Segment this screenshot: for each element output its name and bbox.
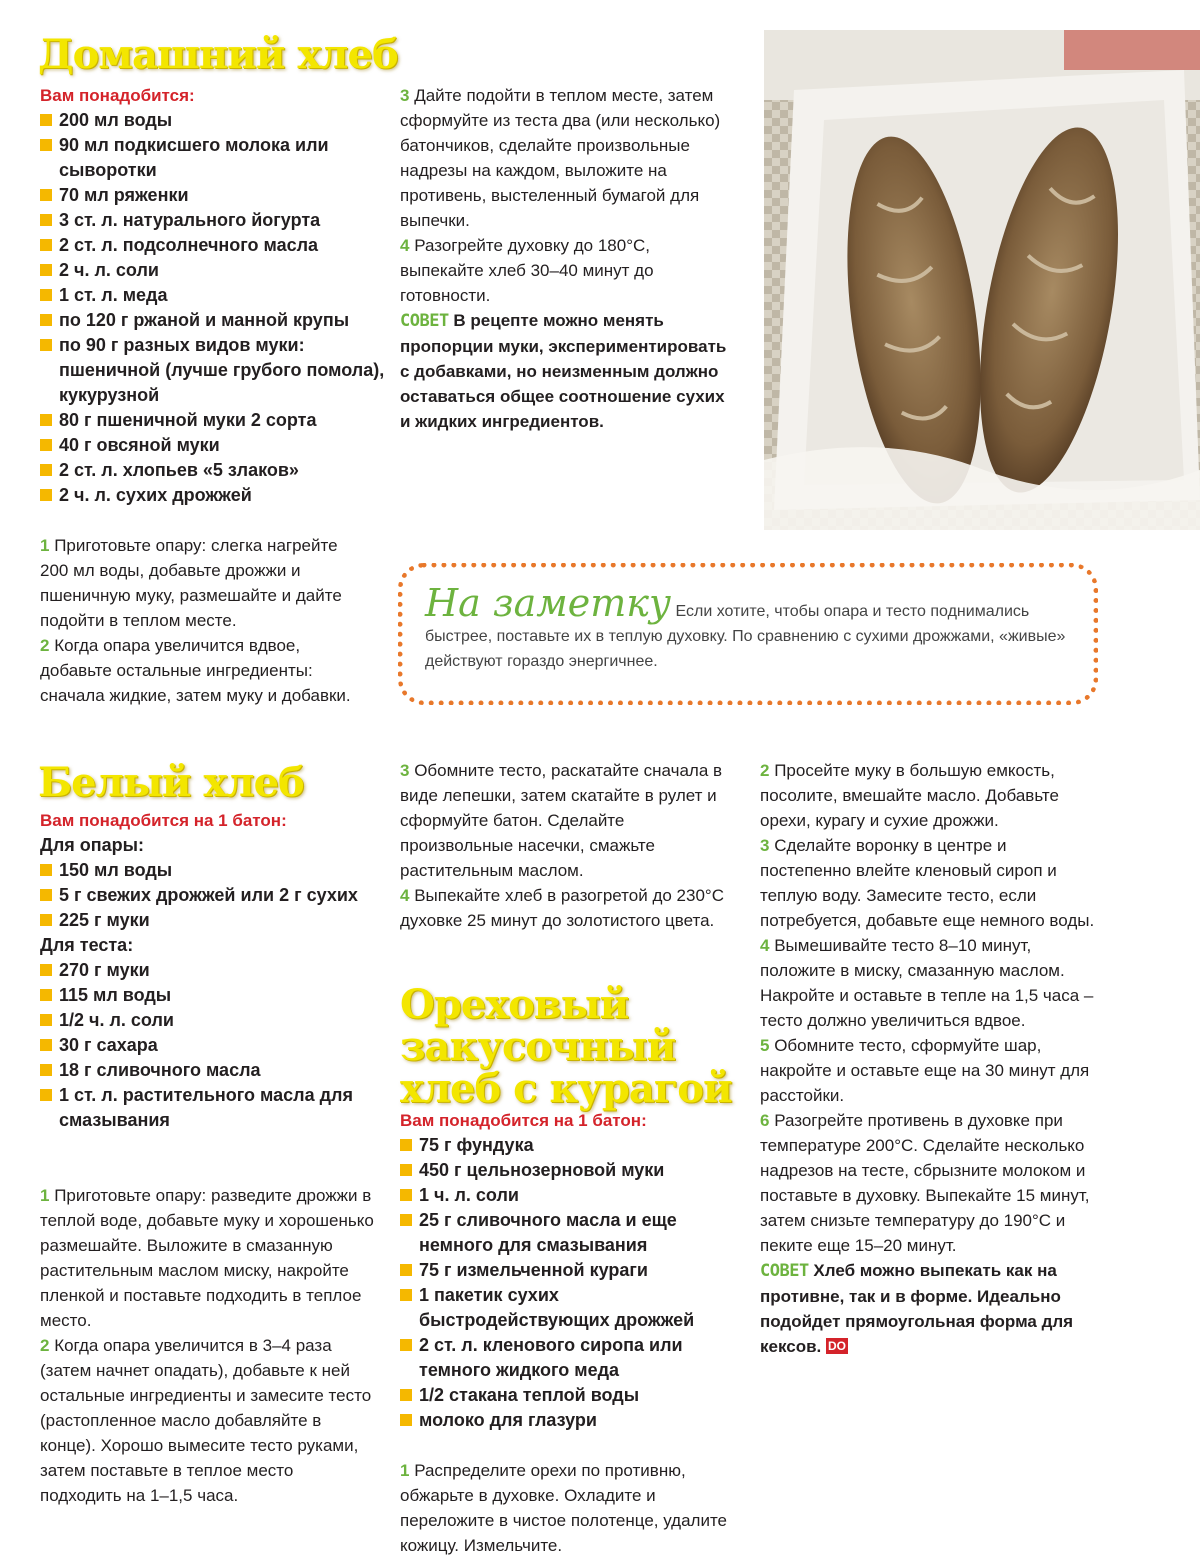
- recipe-step: 4 Выпекайте хлеб в разогретой до 230°С духовке 25 минут до золотистого цвета.: [400, 886, 724, 930]
- recipe3-title: Ореховый закусочный хлеб с курагой: [400, 981, 732, 1112]
- ingredient-item: 25 г сливочного масла и еще немного для смазывания: [400, 1208, 740, 1258]
- bullet-square-icon: [40, 889, 52, 901]
- bullet-square-icon: [40, 139, 52, 151]
- recipe3-steps-col2: [400, 1458, 735, 1558]
- bullet-square-icon: [400, 1289, 412, 1301]
- ingredient-item: 80 г пшеничной муки 2 сорта: [40, 408, 390, 433]
- bullet-square-icon: [40, 114, 52, 126]
- bullet-square-icon: [400, 1164, 412, 1176]
- ingredient-item: 40 г овсяной муки: [40, 433, 390, 458]
- note-content: [425, 581, 1073, 674]
- bullet-square-icon: [40, 914, 52, 926]
- ingredient-item: 75 г фундука: [400, 1133, 740, 1158]
- recipe2-group1-label: Для опары:: [40, 835, 145, 855]
- recipe2-group1-list: [40, 858, 370, 933]
- bullet-square-icon: [400, 1139, 412, 1151]
- ingredient-item: 2 ст. л. кленового сиропа или темного жидкого меда: [400, 1333, 740, 1383]
- bullet-square-icon: [40, 864, 52, 876]
- ingredient-item: 1/2 ч. л. соли: [40, 1008, 370, 1033]
- ingredient-item: 2 ст. л. подсолнечного масла: [40, 233, 390, 258]
- recipe-step: 6 Разогрейте противень в духовке при температуре 200°С. Сделайте несколько надрезов на тесте, сбрызните молоком и поставьте в духовку. Выпекайте 15 минут, затем снизьте температуру до 190°С и пеките еще 15–20 минут.: [760, 1111, 1090, 1255]
- recipe1-steps-col1: [40, 533, 362, 633]
- recipe1-steps-col2: [400, 83, 738, 434]
- bullet-square-icon: [40, 214, 52, 226]
- ingredient-item: 270 г муки: [40, 958, 370, 983]
- bullet-square-icon: [40, 189, 52, 201]
- bullet-square-icon: [40, 489, 52, 501]
- ingredient-item: 5 г свежих дрожжей или 2 г сухих: [40, 883, 370, 908]
- recipe2-steps-col1: [40, 1183, 375, 1508]
- bullet-square-icon: [40, 289, 52, 301]
- bullet-square-icon: [400, 1264, 412, 1276]
- ingredient-item: по 90 г разных видов муки: пшеничной (лучше грубого помола), кукурузной: [40, 333, 390, 408]
- recipe1-ingredients-block: [40, 83, 390, 508]
- ingredient-item: 90 мл подкисшего молока или сыворотки: [40, 133, 390, 183]
- bullet-square-icon: [400, 1414, 412, 1426]
- recipe-step: 3 Дайте подойти в теплом месте, затем сформуйте из теста два (или несколько) батончиков, сделайте произвольные надрезы на каждом, выложите на противень, выстеленный бумагой для выпечки.: [400, 86, 721, 230]
- recipe1-steps-col1b: [40, 633, 362, 708]
- ingredient-item: по 120 г ржаной и манной крупы: [40, 308, 390, 333]
- recipe3-ingredients-block: [400, 1108, 740, 1433]
- ingredient-item: 2 ст. л. хлопьев «5 злаков»: [40, 458, 390, 483]
- bullet-square-icon: [40, 1039, 52, 1051]
- bullet-square-icon: [400, 1189, 412, 1201]
- bullet-square-icon: [40, 989, 52, 1001]
- recipe-step: 1 Приготовьте опару: разведите дрожжи в теплой воде, добавьте муку и хорошенько размешайте. Выложите в смазанную растительным маслом миску, накройте пленкой и поставьте подходить в теплое место.: [40, 1186, 374, 1330]
- ingredient-item: 70 мл ряженки: [40, 183, 390, 208]
- bullet-square-icon: [40, 1089, 52, 1101]
- bullet-square-icon: [40, 464, 52, 476]
- ingredient-item: 30 г сахара: [40, 1033, 370, 1058]
- recipe2-group2-list: [40, 958, 370, 1133]
- recipe-step: 3 Сделайте воронку в центре и постепенно влейте кленовый сироп и теплую воду. Замесите тесто, если потребуется, добавьте еще немного воды.: [760, 836, 1095, 930]
- bullet-square-icon: [40, 264, 52, 276]
- ingredient-item: 3 ст. л. натурального йогурта: [40, 208, 390, 233]
- recipe2-group2-label: Для теста:: [40, 935, 134, 955]
- bullet-square-icon: [40, 339, 52, 351]
- bread-photo-illustration: [764, 30, 1200, 530]
- bullet-square-icon: [40, 1064, 52, 1076]
- bullet-square-icon: [400, 1339, 412, 1351]
- recipe2-steps-col2: [400, 758, 738, 933]
- bullet-square-icon: [40, 414, 52, 426]
- recipe1-need-label: Вам понадобится:: [40, 86, 195, 105]
- ingredient-item: 1 пакетик сухих быстродействующих дрожжей: [400, 1283, 740, 1333]
- recipe3-steps-col3: [760, 758, 1100, 1359]
- ingredient-item: 2 ч. л. сухих дрожжей: [40, 483, 390, 508]
- recipe-step: 1 Распределите орехи по противню, обжарьте в духовке. Охладите и переложите в чистое полотенце, удалите кожицу. Измельчите.: [400, 1461, 727, 1555]
- ingredient-item: 1/2 стакана теплой воды: [400, 1383, 740, 1408]
- note-text: На заметку Если хотите, чтобы опара и тесто поднимались быстрее, поставьте их в теплую духовку. По сравнению с сухими дрожжами, «живые» действуют гораздо энергичнее.: [425, 581, 1066, 670]
- ingredient-item: молоко для глазури: [400, 1408, 740, 1433]
- recipe-step: 5 Обомните тесто, сформуйте шар, накройте и оставьте еще на 30 минут для расстойки.: [760, 1036, 1090, 1105]
- bullet-square-icon: [40, 1014, 52, 1026]
- ingredient-item: 2 ч. л. соли: [40, 258, 390, 283]
- recipe-step: 4 Разогрейте духовку до 180°С, выпекайте хлеб 30–40 минут до готовности.: [400, 236, 654, 305]
- ingredient-item: 1 ст. л. растительного масла для смазывания: [40, 1083, 370, 1133]
- ingredient-item: 200 мл воды: [40, 108, 390, 133]
- bullet-square-icon: [40, 964, 52, 976]
- recipe3-need-label: Вам понадобится на 1 батон:: [400, 1111, 647, 1130]
- bullet-square-icon: [40, 239, 52, 251]
- recipe2-ingredients-block: [40, 808, 370, 1133]
- ingredient-item: 75 г измельченной кураги: [400, 1258, 740, 1283]
- ingredient-item: 450 г цельнозерновой муки: [400, 1158, 740, 1183]
- recipe1-tip: СОВЕТ В рецепте можно менять пропорции муки, экспериментировать с добавками, но неизменным должно оставаться общее соотношение сухих и жидких ингредиентов.: [400, 311, 727, 431]
- recipe-step: 1 Приготовьте опару: слегка нагрейте 200 мл воды, добавьте дрожжи и пшеничную муку, размешайте и дайте подойти в теплом месте.: [40, 536, 342, 630]
- bullet-square-icon: [400, 1389, 412, 1401]
- ingredient-item: 18 г сливочного масла: [40, 1058, 370, 1083]
- bullet-square-icon: [40, 314, 52, 326]
- ingredient-item: 1 ст. л. меда: [40, 283, 390, 308]
- recipe-step: 2 Просейте муку в большую емкость, посолите, вмешайте масло. Добавьте орехи, курагу и сухие дрожжи.: [760, 761, 1059, 830]
- recipe-step: 2 Когда опара увеличится вдвое, добавьте остальные ингредиенты: сначала жидкие, затем муку и добавки.: [40, 636, 351, 705]
- recipe1-ingredient-list: [40, 108, 390, 508]
- note-title: На заметку: [425, 581, 672, 625]
- ingredient-item: 150 мл воды: [40, 858, 370, 883]
- ingredient-item: 1 ч. л. соли: [400, 1183, 740, 1208]
- recipe1-title: Домашний хлеб: [38, 31, 398, 78]
- recipe-step: 4 Вымешивайте тесто 8–10 минут, положите в миску, смазанную маслом. Накройте и оставьте в тепле на 1,5 часа – тесто должно увеличиться вдвое.: [760, 936, 1094, 1030]
- bullet-square-icon: [400, 1214, 412, 1226]
- recipe3-ingredient-list: [400, 1133, 740, 1433]
- recipe-step: 2 Когда опара увеличится в 3–4 раза (затем начнет опадать), добавьте к ней остальные ингредиенты и замесите тесто (растопленное масло добавляйте в конце). Хорошо вымесите тесто руками, затем поставьте в теплое место подходить на 1–1,5 часа.: [40, 1336, 372, 1505]
- recipe-step: 3 Обомните тесто, раскатайте сначала в виде лепешки, затем скатайте в рулет и сформуйте батон. Сделайте произвольные насечки, смажьте растительным маслом.: [400, 761, 723, 880]
- ingredient-item: 115 мл воды: [40, 983, 370, 1008]
- recipe3-tip: СОВЕТ Хлеб можно выпекать как на противне, так и в форме. Идеально подойдет прямоугольная форма для кексов. DO: [760, 1261, 1074, 1356]
- magazine-end-mark: DO: [828, 1339, 846, 1353]
- ingredient-item: 225 г муки: [40, 908, 370, 933]
- recipe2-need-label: Вам понадобится на 1 батон:: [40, 811, 287, 830]
- bullet-square-icon: [40, 439, 52, 451]
- bread-photo: [764, 30, 1200, 530]
- recipe2-title: Белый хлеб: [38, 759, 304, 806]
